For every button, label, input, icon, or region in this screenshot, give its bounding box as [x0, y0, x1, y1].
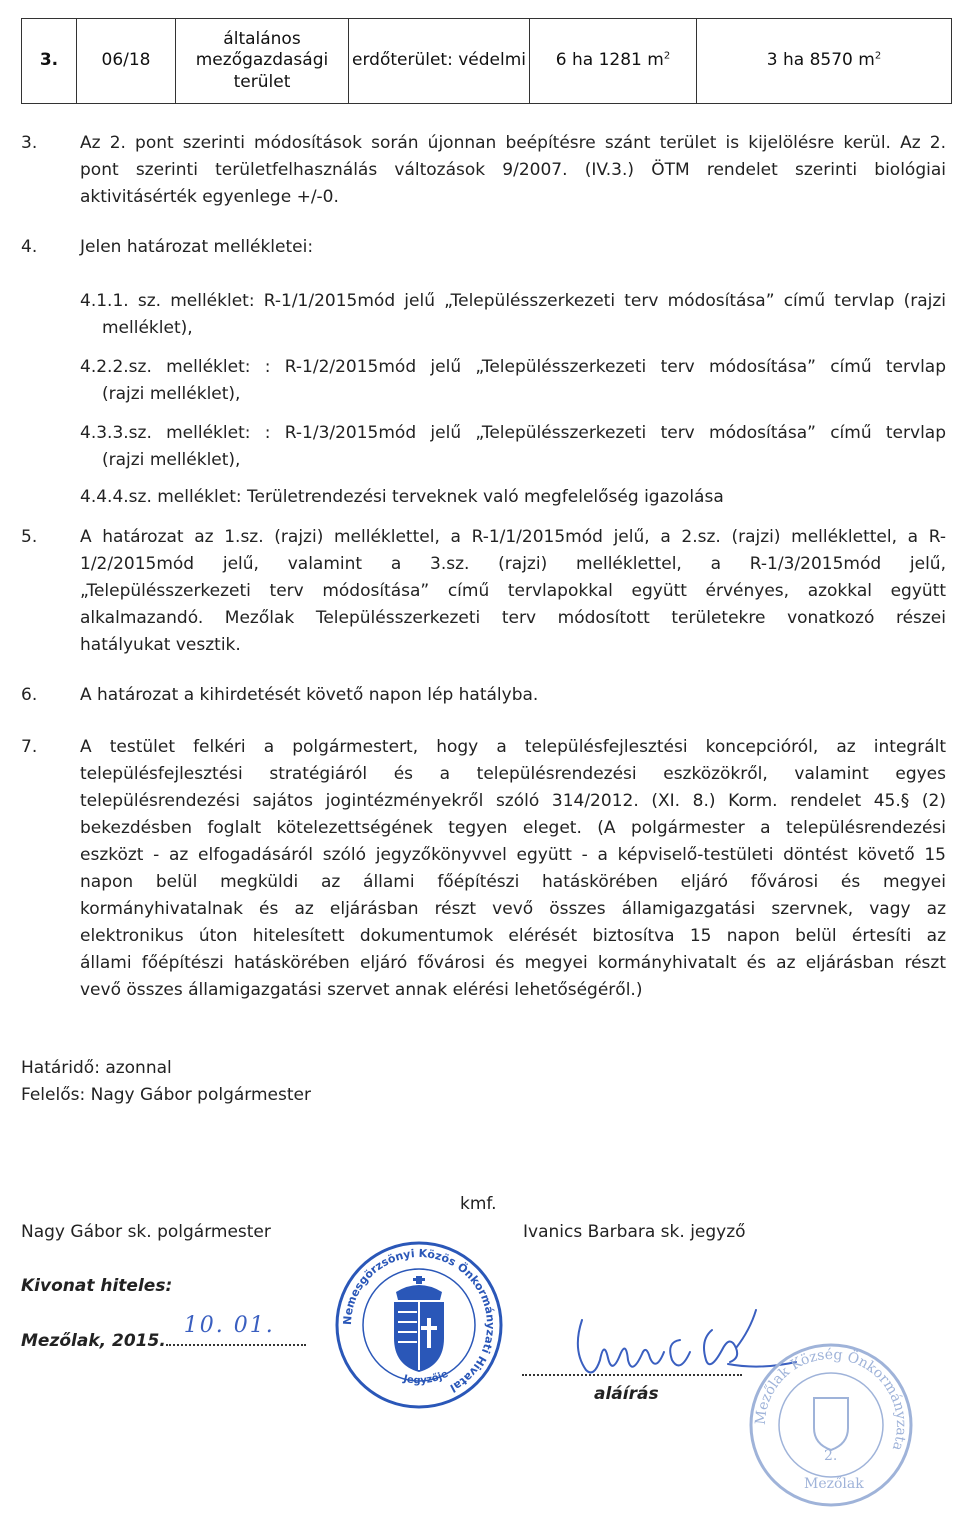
- annex-4-3: 4.3.3.sz. melléklet: : R-1/3/2015mód jelű „Településszerkezeti terv módosítása” című tervlap (rajzi melléklet),: [80, 423, 946, 470]
- handwritten-date: 10. 01.: [183, 1313, 275, 1338]
- item-7-number: 7.: [21, 737, 38, 757]
- item-4-number: 4.: [21, 237, 38, 257]
- mayor-signature: Nagy Gábor sk. polgármester: [21, 1222, 271, 1242]
- item-4-title: Jelen határozat mellékletei:: [80, 237, 314, 257]
- parcel-number: 06/18: [77, 19, 176, 104]
- item-6-number: 6.: [21, 685, 38, 705]
- new-use: erdőterület: védelmi: [349, 19, 530, 104]
- item-5-text: A határozat az 1.sz. (rajzi) melléklettel, a R-1/1/2015mód jelű, a 2.sz. (rajzi) melléklettel, a R- 1/2/2015mód jelű, valamint a 3.sz. (rajzi) melléklettel, a R-1/3/2015mód jelű, „Településszerkezeti terv módosítása” című tervlapokkal együtt érvényes, azokkal együtt alkalmazandó. Mezőlak Településszerkezeti terv módosított területekre vonatkozó részei hatályukat vesztik.: [80, 527, 946, 655]
- area-changed: 3 ha 8570 $m^2$: [697, 19, 952, 104]
- deadline: Határidő: azonnal: [21, 1058, 172, 1078]
- svg-text:Mezőlak Község Önkormányzata: [753, 1347, 909, 1453]
- faint-stamp-bottom: Mezőlak: [804, 1476, 864, 1492]
- area-total: 6 ha 1281 $m^2$: [530, 19, 697, 104]
- annex-4-2: 4.2.2.sz. melléklet: : R-1/2/2015mód jelű „Településszerkezeti terv módosítása” című tervlap (rajzi melléklet),: [80, 357, 946, 404]
- row-number: 3.: [22, 19, 77, 104]
- annex-4-4: 4.4.4.sz. melléklet: Területrendezési terveknek való megfelelőség igazolása: [80, 487, 724, 507]
- coat-of-arms-icon: [394, 1276, 444, 1372]
- official-stamp: [334, 1240, 504, 1410]
- item-3-text: Az 2. pont szerinti módosítások során újonnan beépítésre szánt terület is kijelölésre kerül. Az 2. pont szerinti területfelhasználás változások 9/2007. (IV.3.) ÖTM rendelet szerinti biológiai aktivitásérték egyenlege +/-0.: [80, 133, 946, 207]
- kmf-label: kmf.: [460, 1194, 497, 1214]
- item-7-text: A testület felkéri a polgármestert, hogy a településfejlesztési koncepcióról, az integrált településfejlesztési stratégiáról és a településrendezési eszközökről, valamint egyes településrendezési sajátos jogintézményekről szóló 314/2012. (XI. 8.) Korm. rendelet 45.§ (2) bekezdésben foglalt kötelezettségének tegyen eleget. (A polgármester a településrendezési eszközt - az elfogadásáról szóló jegyzőkönyvvel együtt - a képviselő-testületi döntést követő 15 napon belül megküldi az állami főépítészi hatáskörében eljáró fővárosi és megyei kormányhivatalnak és az eljárásban részt vevő összes államigazgatási szervnek, vagy az elektronikus úton hitelesített dokumentumok elérését biztosítva 15 napon belül értesíti az állami főépítészi hatáskörében eljáró fővárosi és megyei kormányhivatalt és az eljárásban részt vevő összes államigazgatási szervet annak elérési lehetőségéről.): [80, 737, 946, 1000]
- land-use-table: [21, 18, 952, 104]
- item-6-text: A határozat a kihirdetését követő napon lép hatályba.: [80, 685, 539, 705]
- faint-coat-of-arms-icon: [814, 1398, 848, 1450]
- table-row: [22, 19, 952, 104]
- annex-4-1: 4.1.1. sz. melléklet: R-1/1/2015mód jelű „Településszerkezeti terv módosítása” című tervlap (rajzi melléklet),: [80, 291, 946, 338]
- signature-label: aláírás: [594, 1384, 659, 1404]
- responsible: Felelős: Nagy Gábor polgármester: [21, 1085, 311, 1105]
- certified-label: Kivonat hiteles:: [21, 1276, 173, 1296]
- signature-line: [522, 1352, 742, 1376]
- place-date: Mezőlak, 2015. 10. 01.: [21, 1328, 306, 1353]
- stamp-bottom-text: Jegyzője: [402, 1368, 451, 1387]
- stamp-ring-text: Nemesgörzsönyi Közös Önkormányzati Hivatal: [340, 1246, 498, 1395]
- current-use: általános mezőgazdasági terület: [176, 19, 349, 104]
- faint-stamp-ring-text: Mezőlak Község Önkormányzata: [752, 1346, 910, 1453]
- faint-stamp-number: 2.: [824, 1448, 838, 1464]
- faint-municipal-stamp: [736, 1340, 926, 1510]
- item-5-number: 5.: [21, 527, 38, 547]
- svg-text:Jegyzője: [401, 1369, 450, 1387]
- notary-signature: Ivanics Barbara sk. jegyző: [523, 1222, 746, 1242]
- item-3-number: 3.: [21, 133, 38, 153]
